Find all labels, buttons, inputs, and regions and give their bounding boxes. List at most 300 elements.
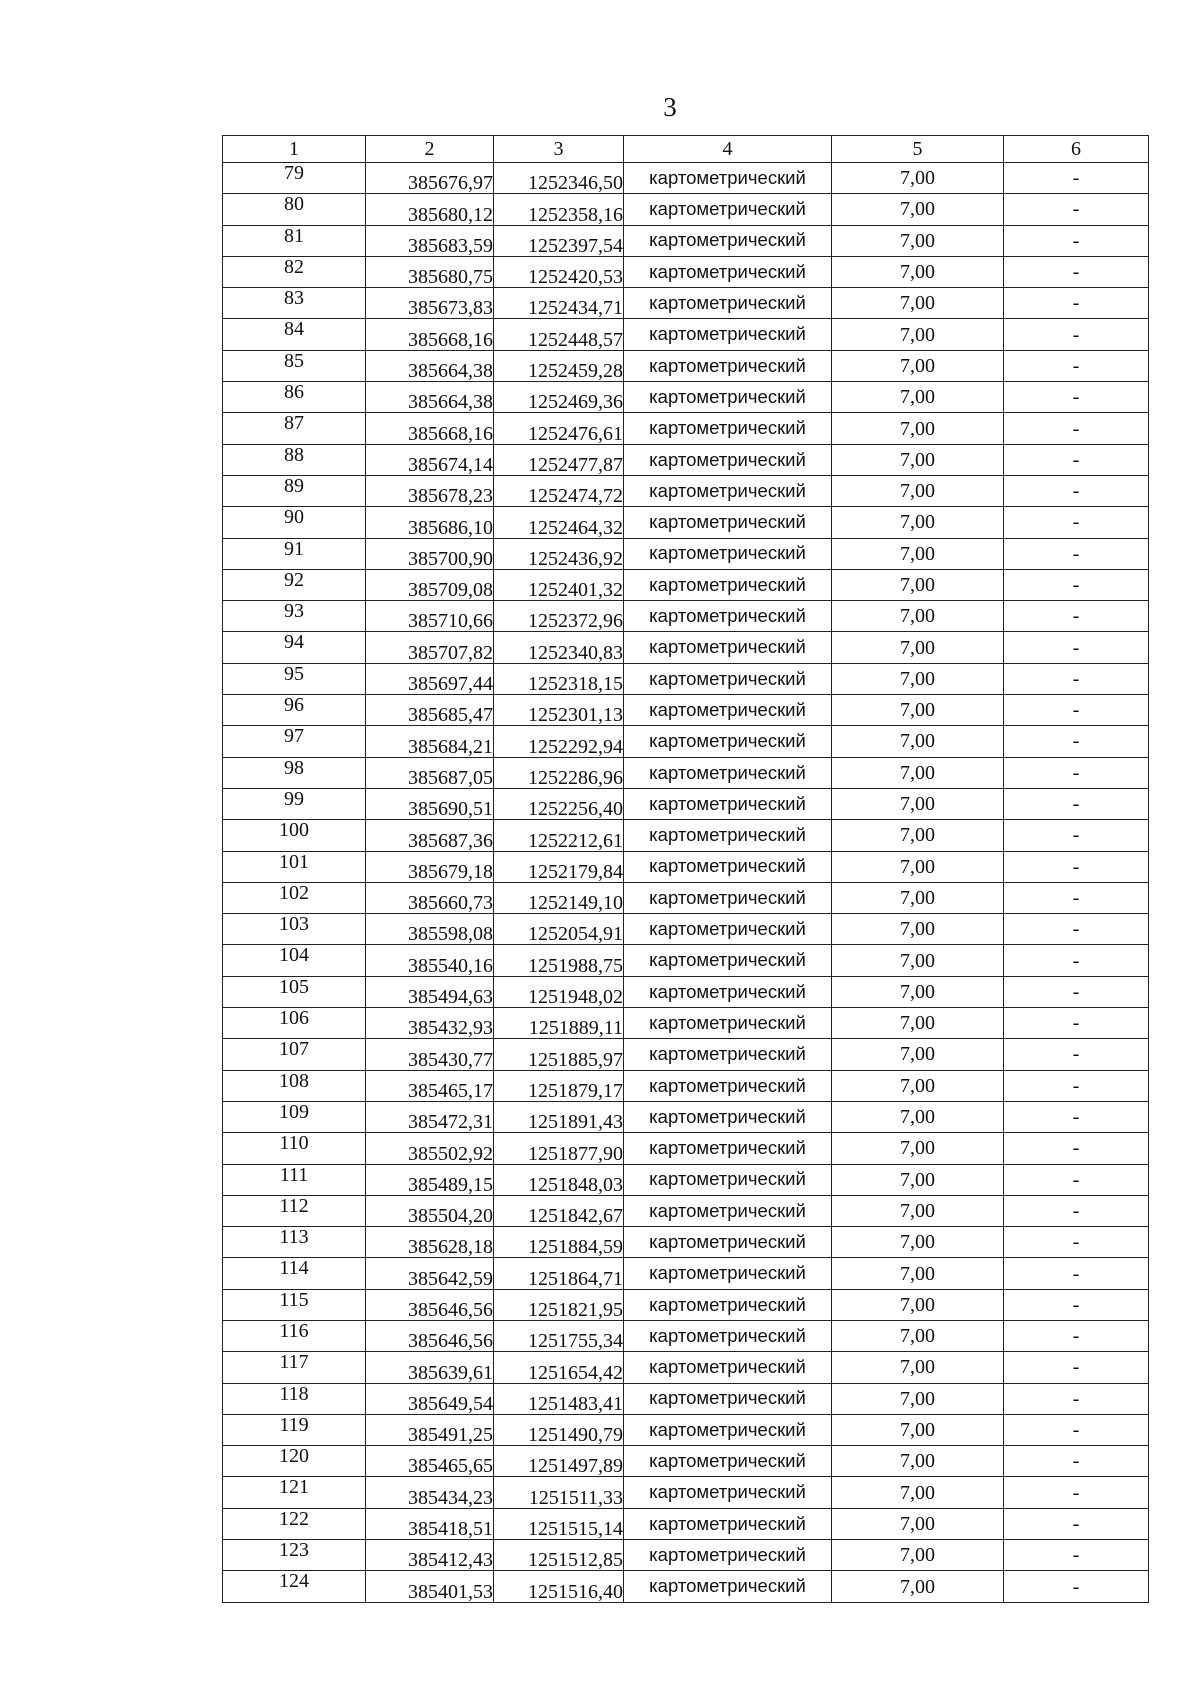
- coordinate-y-cell: 1251848,03: [494, 1164, 624, 1195]
- method-cell: картометрический: [624, 413, 832, 444]
- method-cell: картометрический: [624, 1101, 832, 1132]
- method-cell: картометрический: [624, 163, 832, 194]
- accuracy-cell: 7,00: [832, 914, 1004, 945]
- accuracy-cell: 7,00: [832, 632, 1004, 663]
- note-cell: -: [1004, 225, 1149, 256]
- accuracy-cell: 7,00: [832, 601, 1004, 632]
- point-number-cell: 92: [223, 569, 366, 600]
- method-cell: картометрический: [624, 851, 832, 882]
- point-number-cell: 106: [223, 1008, 366, 1039]
- note-cell: -: [1004, 256, 1149, 287]
- table-row: [223, 1164, 1149, 1195]
- coordinate-y-cell: 1252318,15: [494, 663, 624, 694]
- note-cell: -: [1004, 413, 1149, 444]
- note-cell: -: [1004, 1352, 1149, 1383]
- point-number-cell: 102: [223, 882, 366, 913]
- table-row: [223, 820, 1149, 851]
- coordinate-x-cell: 385540,16: [366, 945, 494, 976]
- accuracy-cell: 7,00: [832, 1571, 1004, 1602]
- accuracy-cell: 7,00: [832, 1101, 1004, 1132]
- table-row: [223, 1571, 1149, 1602]
- note-cell: -: [1004, 1195, 1149, 1226]
- accuracy-cell: 7,00: [832, 1508, 1004, 1539]
- point-number-cell: 119: [223, 1414, 366, 1445]
- coordinate-x-cell: 385674,14: [366, 444, 494, 475]
- method-cell: картометрический: [624, 1227, 832, 1258]
- accuracy-cell: 7,00: [832, 1383, 1004, 1414]
- point-number-cell: 104: [223, 945, 366, 976]
- table-row: [223, 757, 1149, 788]
- point-number-cell: 111: [223, 1164, 366, 1195]
- coordinate-y-cell: 1251884,59: [494, 1227, 624, 1258]
- point-number-cell: 79: [223, 163, 366, 194]
- accuracy-cell: 7,00: [832, 569, 1004, 600]
- table-row: [223, 851, 1149, 882]
- coordinate-x-cell: 385494,63: [366, 976, 494, 1007]
- coordinate-x-cell: 385664,38: [366, 350, 494, 381]
- coordinate-x-cell: 385687,05: [366, 757, 494, 788]
- accuracy-cell: 7,00: [832, 1227, 1004, 1258]
- coordinate-y-cell: 1251879,17: [494, 1070, 624, 1101]
- coordinate-x-cell: 385679,18: [366, 851, 494, 882]
- accuracy-cell: 7,00: [832, 882, 1004, 913]
- coordinate-x-cell: 385465,65: [366, 1446, 494, 1477]
- table-header-row: [223, 136, 1149, 163]
- table-row: [223, 382, 1149, 413]
- accuracy-cell: 7,00: [832, 1164, 1004, 1195]
- point-number-cell: 117: [223, 1352, 366, 1383]
- coordinate-y-cell: 1252372,96: [494, 601, 624, 632]
- point-number-cell: 98: [223, 757, 366, 788]
- coordinate-y-cell: 1252212,61: [494, 820, 624, 851]
- table-body: [223, 163, 1149, 1603]
- coordinate-y-cell: 1252149,10: [494, 882, 624, 913]
- note-cell: -: [1004, 882, 1149, 913]
- coordinate-x-cell: 385697,44: [366, 663, 494, 694]
- method-cell: картометрический: [624, 1195, 832, 1226]
- accuracy-cell: 7,00: [832, 1258, 1004, 1289]
- coordinate-y-cell: 1252286,96: [494, 757, 624, 788]
- coordinate-x-cell: 385472,31: [366, 1101, 494, 1132]
- point-number-cell: 91: [223, 538, 366, 569]
- table-row: [223, 538, 1149, 569]
- method-cell: картометрический: [624, 225, 832, 256]
- method-cell: картометрический: [624, 788, 832, 819]
- method-cell: картометрический: [624, 663, 832, 694]
- accuracy-cell: 7,00: [832, 507, 1004, 538]
- point-number-cell: 113: [223, 1227, 366, 1258]
- note-cell: -: [1004, 194, 1149, 225]
- table-row: [223, 1352, 1149, 1383]
- accuracy-cell: 7,00: [832, 1070, 1004, 1101]
- note-cell: -: [1004, 444, 1149, 475]
- note-cell: -: [1004, 632, 1149, 663]
- coordinate-y-cell: 1252448,57: [494, 319, 624, 350]
- table-row: [223, 507, 1149, 538]
- point-number-cell: 99: [223, 788, 366, 819]
- point-number-cell: 97: [223, 726, 366, 757]
- accuracy-cell: 7,00: [832, 726, 1004, 757]
- point-number-cell: 116: [223, 1320, 366, 1351]
- point-number-cell: 103: [223, 914, 366, 945]
- point-number-cell: 115: [223, 1289, 366, 1320]
- coordinate-y-cell: 1252340,83: [494, 632, 624, 663]
- method-cell: картометрический: [624, 1070, 832, 1101]
- column-header-6: 6: [1004, 136, 1149, 163]
- method-cell: картометрический: [624, 601, 832, 632]
- coordinate-y-cell: 1251515,14: [494, 1508, 624, 1539]
- method-cell: картометрический: [624, 1446, 832, 1477]
- method-cell: картометрический: [624, 256, 832, 287]
- table-row: [223, 475, 1149, 506]
- table-row: [223, 1133, 1149, 1164]
- coordinate-y-cell: 1251497,89: [494, 1446, 624, 1477]
- column-header-3: 3: [494, 136, 624, 163]
- coordinate-x-cell: 385685,47: [366, 695, 494, 726]
- note-cell: -: [1004, 976, 1149, 1007]
- column-header-4: 4: [624, 136, 832, 163]
- coordinate-y-cell: 1252054,91: [494, 914, 624, 945]
- table-row: [223, 914, 1149, 945]
- note-cell: -: [1004, 601, 1149, 632]
- note-cell: -: [1004, 1101, 1149, 1132]
- method-cell: картометрический: [624, 1540, 832, 1571]
- note-cell: -: [1004, 288, 1149, 319]
- accuracy-cell: 7,00: [832, 695, 1004, 726]
- point-number-cell: 123: [223, 1540, 366, 1571]
- note-cell: -: [1004, 319, 1149, 350]
- method-cell: картометрический: [624, 350, 832, 381]
- table-row: [223, 695, 1149, 726]
- coordinate-x-cell: 385430,77: [366, 1039, 494, 1070]
- note-cell: -: [1004, 382, 1149, 413]
- coordinate-x-cell: 385690,51: [366, 788, 494, 819]
- point-number-cell: 93: [223, 601, 366, 632]
- method-cell: картометрический: [624, 1164, 832, 1195]
- table-row: [223, 569, 1149, 600]
- note-cell: -: [1004, 163, 1149, 194]
- coordinate-y-cell: 1252469,36: [494, 382, 624, 413]
- point-number-cell: 86: [223, 382, 366, 413]
- point-number-cell: 121: [223, 1477, 366, 1508]
- coordinate-y-cell: 1252401,32: [494, 569, 624, 600]
- point-number-cell: 85: [223, 350, 366, 381]
- note-cell: -: [1004, 1289, 1149, 1320]
- point-number-cell: 112: [223, 1195, 366, 1226]
- accuracy-cell: 7,00: [832, 475, 1004, 506]
- point-number-cell: 88: [223, 444, 366, 475]
- table-row: [223, 288, 1149, 319]
- accuracy-cell: 7,00: [832, 1039, 1004, 1070]
- coordinate-x-cell: 385432,93: [366, 1008, 494, 1039]
- coordinate-y-cell: 1252346,50: [494, 163, 624, 194]
- coordinate-y-cell: 1251490,79: [494, 1414, 624, 1445]
- coordinate-x-cell: 385401,53: [366, 1571, 494, 1602]
- note-cell: -: [1004, 1320, 1149, 1351]
- table-row: [223, 788, 1149, 819]
- accuracy-cell: 7,00: [832, 663, 1004, 694]
- table-row: [223, 1227, 1149, 1258]
- method-cell: картометрический: [624, 726, 832, 757]
- note-cell: -: [1004, 507, 1149, 538]
- note-cell: -: [1004, 945, 1149, 976]
- method-cell: картометрический: [624, 914, 832, 945]
- accuracy-cell: 7,00: [832, 350, 1004, 381]
- column-header-1: 1: [223, 136, 366, 163]
- table-row: [223, 1508, 1149, 1539]
- accuracy-cell: 7,00: [832, 1289, 1004, 1320]
- accuracy-cell: 7,00: [832, 1133, 1004, 1164]
- note-cell: -: [1004, 350, 1149, 381]
- coordinate-x-cell: 385628,18: [366, 1227, 494, 1258]
- method-cell: картометрический: [624, 1008, 832, 1039]
- coordinate-y-cell: 1252256,40: [494, 788, 624, 819]
- note-cell: -: [1004, 1571, 1149, 1602]
- method-cell: картометрический: [624, 382, 832, 413]
- table-row: [223, 444, 1149, 475]
- point-number-cell: 122: [223, 1508, 366, 1539]
- method-cell: картометрический: [624, 288, 832, 319]
- accuracy-cell: 7,00: [832, 413, 1004, 444]
- point-number-cell: 83: [223, 288, 366, 319]
- method-cell: картометрический: [624, 695, 832, 726]
- note-cell: -: [1004, 663, 1149, 694]
- coordinate-x-cell: 385680,75: [366, 256, 494, 287]
- coordinate-y-cell: 1252474,72: [494, 475, 624, 506]
- table-row: [223, 726, 1149, 757]
- coordinate-y-cell: 1251516,40: [494, 1571, 624, 1602]
- coordinate-y-cell: 1252301,13: [494, 695, 624, 726]
- coordinate-y-cell: 1251889,11: [494, 1008, 624, 1039]
- coordinate-y-cell: 1251842,67: [494, 1195, 624, 1226]
- method-cell: картометрический: [624, 194, 832, 225]
- coordinate-y-cell: 1252434,71: [494, 288, 624, 319]
- note-cell: -: [1004, 1039, 1149, 1070]
- accuracy-cell: 7,00: [832, 976, 1004, 1007]
- coordinate-y-cell: 1252464,32: [494, 507, 624, 538]
- coordinate-x-cell: 385678,23: [366, 475, 494, 506]
- point-number-cell: 110: [223, 1133, 366, 1164]
- note-cell: -: [1004, 1508, 1149, 1539]
- note-cell: -: [1004, 914, 1149, 945]
- coordinate-x-cell: 385668,16: [366, 319, 494, 350]
- coordinate-y-cell: 1251512,85: [494, 1540, 624, 1571]
- table-row: [223, 663, 1149, 694]
- method-cell: картометрический: [624, 538, 832, 569]
- coordinate-x-cell: 385676,97: [366, 163, 494, 194]
- coordinate-x-cell: 385412,43: [366, 1540, 494, 1571]
- coordinate-x-cell: 385642,59: [366, 1258, 494, 1289]
- coordinate-x-cell: 385639,61: [366, 1352, 494, 1383]
- accuracy-cell: 7,00: [832, 163, 1004, 194]
- coordinate-y-cell: 1251877,90: [494, 1133, 624, 1164]
- table-row: [223, 1446, 1149, 1477]
- method-cell: картометрический: [624, 1320, 832, 1351]
- point-number-cell: 87: [223, 413, 366, 444]
- coordinate-x-cell: 385491,25: [366, 1414, 494, 1445]
- note-cell: -: [1004, 1446, 1149, 1477]
- method-cell: картометрический: [624, 1508, 832, 1539]
- method-cell: картометрический: [624, 757, 832, 788]
- method-cell: картометрический: [624, 569, 832, 600]
- point-number-cell: 94: [223, 632, 366, 663]
- table-row: [223, 1383, 1149, 1414]
- coordinate-x-cell: 385709,08: [366, 569, 494, 600]
- coordinate-x-cell: 385686,10: [366, 507, 494, 538]
- method-cell: картометрический: [624, 1571, 832, 1602]
- accuracy-cell: 7,00: [832, 1540, 1004, 1571]
- table-row: [223, 1289, 1149, 1320]
- coordinate-x-cell: 385710,66: [366, 601, 494, 632]
- accuracy-cell: 7,00: [832, 382, 1004, 413]
- note-cell: -: [1004, 1383, 1149, 1414]
- coordinate-y-cell: 1252397,54: [494, 225, 624, 256]
- table-row: [223, 413, 1149, 444]
- method-cell: картометрический: [624, 1414, 832, 1445]
- table-row: [223, 256, 1149, 287]
- method-cell: картометрический: [624, 1477, 832, 1508]
- point-number-cell: 105: [223, 976, 366, 1007]
- coordinate-x-cell: 385504,20: [366, 1195, 494, 1226]
- method-cell: картометрический: [624, 444, 832, 475]
- note-cell: -: [1004, 1227, 1149, 1258]
- point-number-cell: 100: [223, 820, 366, 851]
- coordinate-y-cell: 1252358,16: [494, 194, 624, 225]
- note-cell: -: [1004, 569, 1149, 600]
- coordinate-y-cell: 1251654,42: [494, 1352, 624, 1383]
- table-row: [223, 1540, 1149, 1571]
- column-header-2: 2: [366, 136, 494, 163]
- table-row: [223, 945, 1149, 976]
- method-cell: картометрический: [624, 1383, 832, 1414]
- point-number-cell: 101: [223, 851, 366, 882]
- method-cell: картометрический: [624, 319, 832, 350]
- coordinate-y-cell: 1251988,75: [494, 945, 624, 976]
- point-number-cell: 114: [223, 1258, 366, 1289]
- coordinate-y-cell: 1251891,43: [494, 1101, 624, 1132]
- method-cell: картометрический: [624, 1258, 832, 1289]
- coordinate-x-cell: 385502,92: [366, 1133, 494, 1164]
- coordinate-y-cell: 1252292,94: [494, 726, 624, 757]
- method-cell: картометрический: [624, 820, 832, 851]
- point-number-cell: 95: [223, 663, 366, 694]
- accuracy-cell: 7,00: [832, 820, 1004, 851]
- method-cell: картометрический: [624, 882, 832, 913]
- table-row: [223, 194, 1149, 225]
- coordinate-y-cell: 1252436,92: [494, 538, 624, 569]
- coordinate-x-cell: 385680,12: [366, 194, 494, 225]
- coordinate-x-cell: 385684,21: [366, 726, 494, 757]
- table-row: [223, 882, 1149, 913]
- coordinate-x-cell: 385646,56: [366, 1289, 494, 1320]
- coordinate-y-cell: 1252476,61: [494, 413, 624, 444]
- table-row: [223, 319, 1149, 350]
- accuracy-cell: 7,00: [832, 319, 1004, 350]
- accuracy-cell: 7,00: [832, 757, 1004, 788]
- note-cell: -: [1004, 695, 1149, 726]
- note-cell: -: [1004, 475, 1149, 506]
- accuracy-cell: 7,00: [832, 1446, 1004, 1477]
- accuracy-cell: 7,00: [832, 194, 1004, 225]
- note-cell: -: [1004, 1164, 1149, 1195]
- table-row: [223, 601, 1149, 632]
- table-row: [223, 1320, 1149, 1351]
- coordinate-x-cell: 385700,90: [366, 538, 494, 569]
- coordinate-y-cell: 1251821,95: [494, 1289, 624, 1320]
- coordinate-y-cell: 1251864,71: [494, 1258, 624, 1289]
- table-row: [223, 1039, 1149, 1070]
- accuracy-cell: 7,00: [832, 1320, 1004, 1351]
- table-row: [223, 632, 1149, 663]
- table-row: [223, 350, 1149, 381]
- coordinate-x-cell: 385418,51: [366, 1508, 494, 1539]
- method-cell: картометрический: [624, 976, 832, 1007]
- table-row: [223, 1195, 1149, 1226]
- page-number: 3: [663, 92, 677, 122]
- coordinate-y-cell: 1252459,28: [494, 350, 624, 381]
- coordinate-y-cell: 1252477,87: [494, 444, 624, 475]
- note-cell: -: [1004, 851, 1149, 882]
- accuracy-cell: 7,00: [832, 538, 1004, 569]
- coordinate-x-cell: 385683,59: [366, 225, 494, 256]
- table-row: [223, 163, 1149, 194]
- point-number-cell: 120: [223, 1446, 366, 1477]
- accuracy-cell: 7,00: [832, 945, 1004, 976]
- coordinate-x-cell: 385660,73: [366, 882, 494, 913]
- coordinate-y-cell: 1251755,34: [494, 1320, 624, 1351]
- coordinate-y-cell: 1252420,53: [494, 256, 624, 287]
- method-cell: картометрический: [624, 1289, 832, 1320]
- table-row: [223, 1477, 1149, 1508]
- accuracy-cell: 7,00: [832, 851, 1004, 882]
- point-number-cell: 107: [223, 1039, 366, 1070]
- accuracy-cell: 7,00: [832, 256, 1004, 287]
- point-number-cell: 124: [223, 1571, 366, 1602]
- coordinate-x-cell: 385646,56: [366, 1320, 494, 1351]
- table-row: [223, 1414, 1149, 1445]
- point-number-cell: 90: [223, 507, 366, 538]
- point-number-cell: 109: [223, 1101, 366, 1132]
- note-cell: -: [1004, 1414, 1149, 1445]
- point-number-cell: 82: [223, 256, 366, 287]
- note-cell: -: [1004, 538, 1149, 569]
- coordinate-x-cell: 385598,08: [366, 914, 494, 945]
- table-row: [223, 1008, 1149, 1039]
- note-cell: -: [1004, 788, 1149, 819]
- table-row: [223, 976, 1149, 1007]
- table-row: [223, 1101, 1149, 1132]
- note-cell: -: [1004, 726, 1149, 757]
- coordinate-y-cell: 1251511,33: [494, 1477, 624, 1508]
- coordinate-y-cell: 1251885,97: [494, 1039, 624, 1070]
- coordinate-x-cell: 385434,23: [366, 1477, 494, 1508]
- point-number-cell: 118: [223, 1383, 366, 1414]
- point-number-cell: 80: [223, 194, 366, 225]
- method-cell: картометрический: [624, 475, 832, 506]
- accuracy-cell: 7,00: [832, 1477, 1004, 1508]
- accuracy-cell: 7,00: [832, 1008, 1004, 1039]
- point-number-cell: 108: [223, 1070, 366, 1101]
- note-cell: -: [1004, 757, 1149, 788]
- method-cell: картометрический: [624, 1133, 832, 1164]
- accuracy-cell: 7,00: [832, 788, 1004, 819]
- coordinate-x-cell: 385489,15: [366, 1164, 494, 1195]
- point-number-cell: 81: [223, 225, 366, 256]
- accuracy-cell: 7,00: [832, 1352, 1004, 1383]
- note-cell: -: [1004, 1133, 1149, 1164]
- table-row: [223, 1258, 1149, 1289]
- coordinate-y-cell: 1251948,02: [494, 976, 624, 1007]
